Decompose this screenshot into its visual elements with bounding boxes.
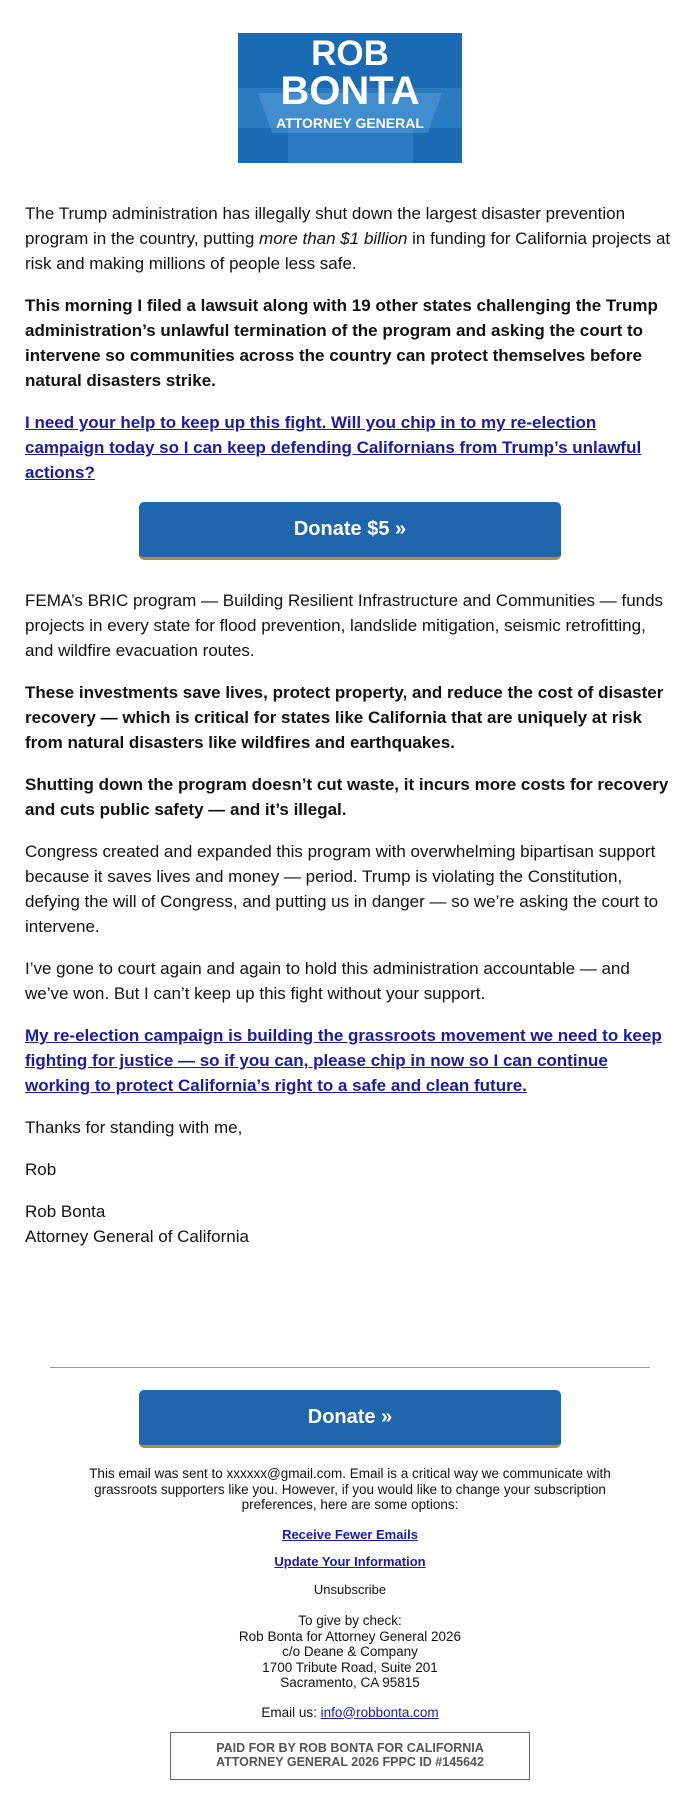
header	[0, 0, 700, 168]
check-line-2: c/o Deane & Company	[282, 1644, 418, 1659]
footer	[0, 1390, 700, 1780]
paid-for-disclaimer	[170, 1732, 530, 1780]
logo-graphic	[238, 33, 462, 163]
paragraph-congress: Congress created and expanded this program with overwhelming bipartisan support because it saves lives and money — period. Trump is violating the Constitution, defying the will of Congress, and putting us in danger — so we’re asking the court to intervene.	[25, 842, 659, 936]
contact-email: Email us: info@robbonta.com	[261, 1704, 439, 1720]
check-line-1: Rob Bonta for Attorney General 2026	[238, 1628, 462, 1644]
donate-link-1[interactable]: I need your help to keep up this fight. Will you chip in to my re-election campaign today so I can keep defending Californians from Trump’s unlawful actions?	[25, 413, 642, 482]
paragraph-shutdown: Shutting down the program doesn’t cut waste, it incurs more costs for recovery and cuts public safety — and it’s illegal.	[25, 775, 669, 819]
subscription-notice: This email was sent to xxxxxx@gmail.com. Email is a critical way we communicate with grassroots supporters like you. However, if you would like to change your subscription preferences, here are some options:	[89, 1466, 611, 1512]
check-title: To give by check:	[298, 1613, 402, 1628]
footer-divider	[50, 1367, 650, 1368]
sign-name-short: Rob	[25, 1160, 57, 1179]
email-link[interactable]: info@robbonta.com	[320, 1704, 439, 1720]
sign-full-name: Rob Bonta	[25, 1202, 106, 1221]
logo-line-2: BONTA	[280, 69, 420, 113]
donate-5-button[interactable]: Donate $5 »	[139, 502, 561, 560]
paragraph-court: I’ve gone to court again and again to hold this administration accountable — and we’ve won. But I can’t keep up this fight without your support.	[25, 959, 630, 1003]
check-line-3: 1700 Tribute Road, Suite 201	[262, 1659, 438, 1675]
paid-line-2: ATTORNEY GENERAL 2026 FPPC ID #145642	[216, 1755, 484, 1769]
emphasis-amount: more than $1 billion	[259, 229, 408, 248]
logo-line-1: ROB	[311, 34, 389, 73]
donate-link-2[interactable]: My re-election campaign is building the grassroots movement we need to keep fighting for justice — so if you can, please chip in now so I can continue working to protect California’s right to a safe and clean future.	[25, 1026, 662, 1095]
paragraph-lawsuit: This morning I filed a lawsuit along with 19 other states challenging the Trump administration’s unlawful termination of the program and asking the court to intervene so communities across the country can protect themselves before natural disasters strike.	[25, 296, 658, 390]
sign-off: Thanks for standing with me,	[25, 1118, 243, 1137]
paragraph-intro: The Trump administration has illegally shut down the largest disaster prevention program in the country, putting more than $1 billion in funding for California projects at risk and making millions of people less safe.	[25, 204, 671, 273]
unsubscribe-link[interactable]: Unsubscribe	[313, 1581, 387, 1597]
campaign-logo	[238, 33, 462, 163]
signature	[25, 1115, 675, 1249]
paid-line-1: PAID FOR BY ROB BONTA FOR CALIFORNIA	[216, 1741, 484, 1755]
sign-title: Attorney General of California	[25, 1227, 249, 1246]
receive-fewer-emails-link[interactable]: Receive Fewer Emails	[282, 1526, 418, 1542]
logo-line-3: ATTORNEY GENERAL	[276, 115, 424, 131]
check-address	[0, 1613, 700, 1691]
paragraph-investments: These investments save lives, protect property, and reduce the cost of disaster recovery — which is critical for states like California that are uniquely at risk from natural disasters like wildfires and earthquakes.	[25, 683, 664, 752]
email-body	[0, 201, 700, 1249]
check-line-4: Sacramento, CA 95815	[280, 1675, 420, 1690]
donate-button[interactable]: Donate »	[139, 1390, 561, 1448]
update-information-link[interactable]: Update Your Information	[274, 1554, 426, 1569]
paragraph-bric: FEMA’s BRIC program — Building Resilient Infrastructure and Communities — funds projects in every state for flood prevention, landslide mitigation, seismic retrofitting, and wildfire evacuation routes.	[25, 591, 664, 660]
